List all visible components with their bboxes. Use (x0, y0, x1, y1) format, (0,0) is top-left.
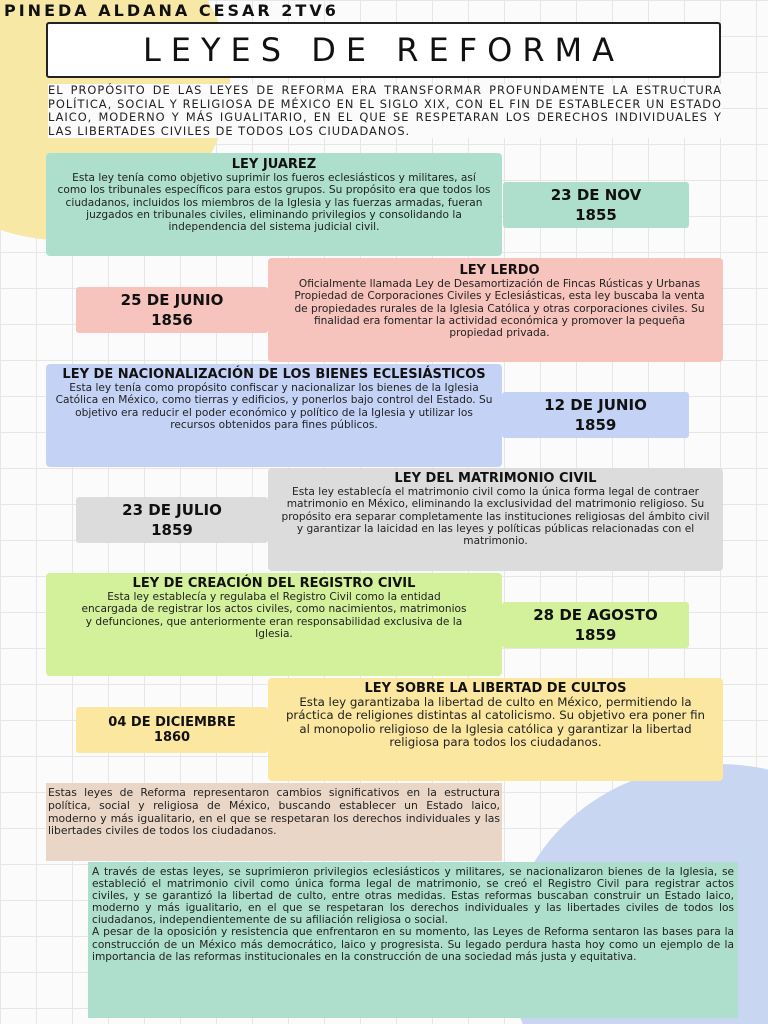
law-card-registro-civil (46, 573, 502, 676)
law-card-nacionalizacion (46, 364, 502, 467)
date-line-1: 04 DE DICIEMBRE (108, 714, 236, 730)
date-year: 1856 (151, 311, 193, 329)
law-date-libertad-cultos (76, 707, 268, 753)
law-title: LEY DEL MATRIMONIO CIVIL (394, 471, 597, 486)
law-title: LEY JUAREZ (231, 157, 317, 172)
conclusion-paragraph-2: A pesar de la oposición y resistencia que enfrentaron en su momento, las Leyes de Reforma sentaron las bases para la construcción de un México más democrático, laico y progresista. Su legado perdura hasta hoy como un ejemplo de la importancia de las reformas institucionales en la construcción de una sociedad más justa y equitativa. (92, 926, 734, 963)
law-card-libertad-cultos (268, 678, 723, 781)
date-year: 1859 (574, 626, 617, 644)
law-description: Esta ley tenía como propósito confiscar y nacionalizar los bienes de la Iglesia Católica en México, como tierras y edificios, y ponerlos bajo control del Estado. Su objetivo era reducir el poder económico y político de la Iglesia y utilizar los recursos obtenidos para fines públicos. (55, 382, 493, 431)
law-description: Esta ley establecía y regulaba el Registro Civil como la entidad encargada de registrar los actos civiles, como nacimientos, matrimonios y defunciones, que anteriormente eran responsabilidad exclusiva de la Iglesia. (81, 591, 467, 640)
page-title: LEYES DE REFORMA (142, 31, 625, 69)
law-title: LEY LERDO (459, 263, 540, 278)
conclusion-paragraph-1: A través de estas leyes, se suprimieron privilegios eclesiásticos y militares, se nacionalizaron bienes de la Iglesia, se estableció el matrimonio civil como única forma legal de matrimonio, se creó el Registro Civil para registrar actos civiles, y se garantizó la libertad de culto, entre otras medidas. Estas reformas buscaban construir un Estado laico, moderno y más igualitario, en el que se respetaran los derechos individuales y las libertades civiles de todos los ciudadanos, independientemente de su afiliación religiosa o social. (92, 866, 734, 927)
law-title: LEY DE NACIONALIZACIÓN DE LOS BIENES ECLESIÁSTICOS (62, 367, 486, 382)
law-description: Esta ley garantizaba la libertad de culto en México, permitiendo la práctica de religiones distintas al catolicismo. Su objetivo era poner fin al monopolio religioso de la Iglesia católica y garantizar la libertad religiosa para todos los ciudadanos. (285, 695, 706, 750)
conclusion-box (88, 862, 738, 1018)
intro-paragraph: EL PROPÓSITO DE LAS LEYES DE REFORMA ERA TRANSFORMAR PROFUNDAMENTE LA ESTRUCTURA POLÍTICA, SOCIAL Y RELIGIOSA DE MÉXICO EN EL SIGLO XIX, CON EL FIN DE ESTABLECER UN ESTADO LAICO, MODERNO Y MÁS IGUALITARIO, EN EL QUE SE RESPETARAN LOS DERECHOS INDIVIDUALES Y LAS LIBERTADES CIVILES DE TODOS LOS CIUDADANOS. (48, 83, 722, 138)
date-line-1: 23 DE NOV (550, 186, 642, 204)
date-year: 1855 (575, 206, 617, 224)
law-card-lerdo (268, 258, 723, 362)
law-card-matrimonio (268, 468, 723, 571)
date-line-1: 12 DE JUNIO (544, 396, 647, 414)
summary-box (46, 783, 502, 861)
law-date-juarez (503, 182, 689, 228)
date-line-1: 23 DE JULIO (122, 501, 222, 519)
date-year: 1859 (151, 521, 193, 539)
law-title: LEY DE CREACIÓN DEL REGISTRO CIVIL (132, 576, 416, 591)
law-description: Esta ley tenía como objetivo suprimir los fueros eclesiásticos y militares, así como los tribunales específicos para estos grupos. Su propósito era que todos los ciudadanos, incluidos los miembros de la Iglesia y las fuerzas armadas, fueran juzgados en tribunales civiles, eliminando privilegios y consolidando la independencia del sistema judicial civil. (57, 172, 491, 234)
date-year: 1860 (153, 730, 191, 745)
law-description: Esta ley establecía el matrimonio civil como la única forma legal de contraer matrimonio en México, eliminando la exclusividad del matrimonio religioso. Su propósito era separar completamente las instituciones religiosas del ámbito civil y garantizar la laicidad en las leyes y políticas públicas relacionadas con el matrimonio. (281, 486, 710, 548)
author-name: PINEDA ALDANA CESAR 2TV6 (4, 1, 339, 20)
law-title: LEY SOBRE LA LIBERTAD DE CULTOS (364, 681, 627, 696)
law-description: Oficialmente llamada Ley de Desamortización de Fincas Rústicas y Urbanas Propiedad de Corporaciones Civiles y Eclesiásticas, esta ley buscaba la venta de propiedades rurales de la Iglesia Católica y otras corporaciones civiles. Su finalidad era fomentar la actividad económica y promover la pequeña propiedad privada. (294, 278, 705, 340)
summary-text: Estas leyes de Reforma representaron cambios significativos en la estructura política, social y religiosa de México, buscando establecer un Estado laico, moderno y más igualitario, en el que se respetaran los derechos individuales y las libertades civiles de todos los ciudadanos. (48, 786, 500, 838)
law-date-registro-civil (502, 602, 689, 648)
date-year: 1859 (574, 416, 617, 434)
title-box (46, 22, 721, 78)
date-line-1: 25 DE JUNIO (120, 291, 224, 309)
date-line-1: 28 DE AGOSTO (533, 606, 658, 624)
law-date-matrimonio (76, 497, 268, 543)
law-date-lerdo (76, 287, 268, 333)
law-card-juarez (46, 153, 502, 256)
law-date-nacionalizacion (502, 392, 689, 438)
